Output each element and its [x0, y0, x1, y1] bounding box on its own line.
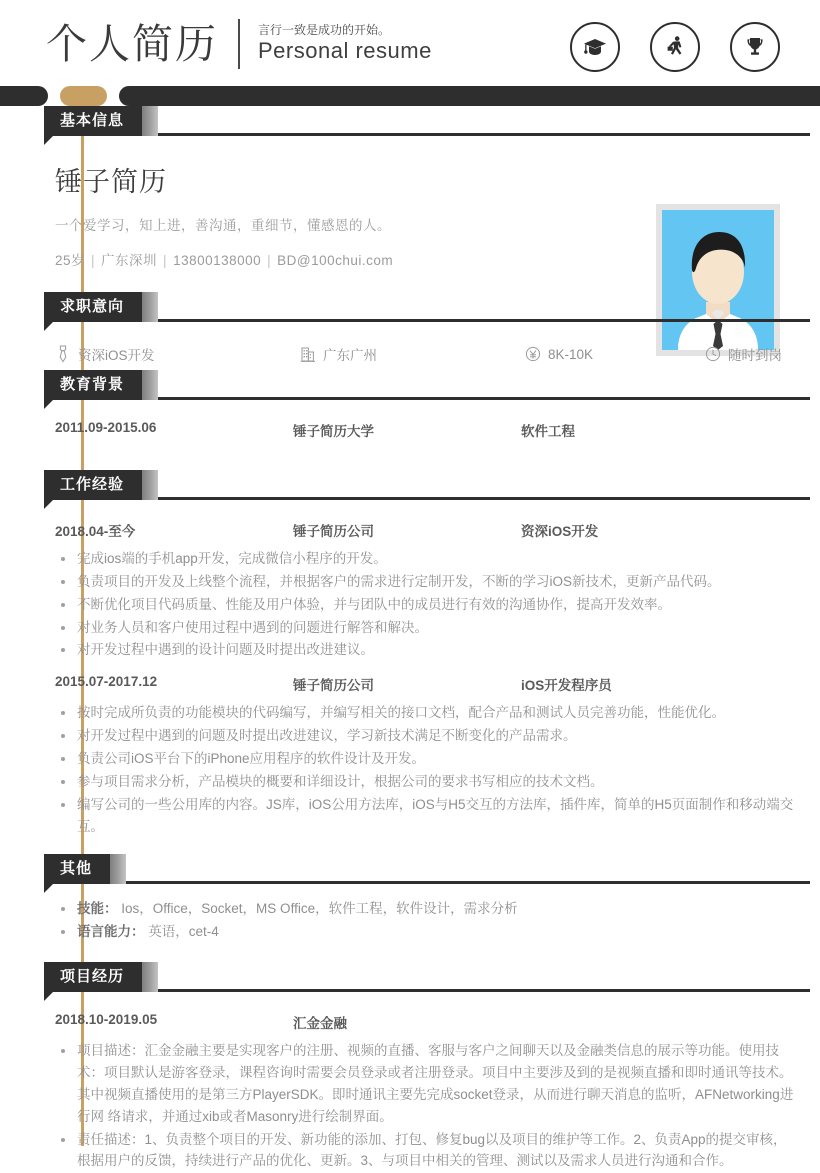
section-body-education [55, 400, 798, 470]
project-bullet-list [55, 1040, 798, 1172]
section-header-other [44, 854, 810, 884]
section-basic-info [0, 106, 820, 292]
intent-position [55, 344, 300, 364]
education-major: 软件工程 [521, 424, 575, 439]
bar-segment-right [119, 86, 820, 106]
clock-icon [705, 345, 721, 363]
section-rule [44, 497, 810, 500]
list-item: 完成ios端的手机app开发，完成微信小程序的开发。 [55, 548, 798, 570]
section-tab-basic [44, 106, 158, 136]
languages-value: 英语，cet-4 [148, 924, 219, 940]
list-item: 项目描述：汇金金融主要是实现客户的注册、视频的直播、客服与客户之间聊天以及金融类信息的展示等功能。使用技术：项目默认是游客登录，课程咨询时需要会员登录或者注册登录。项目中主要涉及到的是视频直播和即时通讯等技术。 其中视频直播使用的是第三方PlayerSDK。即时通讯主要先完成socket登录，从而进行聊天消息的监听，AFNetworking进行网 络请求，并通过xib或者Masonry进行绘制界面。 [55, 1040, 798, 1127]
section-tab-education [44, 370, 158, 400]
tab-end-block [142, 292, 158, 322]
project-period: 2018.10-2019.05 [55, 1012, 158, 1028]
page-header [0, 0, 820, 88]
meta-age: 25岁 [55, 253, 86, 268]
project-name: 汇金金融 [293, 1016, 347, 1032]
resume-content [0, 106, 820, 1173]
languages-label: 语言能力： [77, 924, 145, 940]
header-subtitle-block [258, 23, 448, 65]
section-tab-project [44, 962, 158, 992]
tab-notch [44, 322, 53, 331]
meta-email: BD@100chui.com [277, 253, 394, 268]
top-decorative-bar [0, 86, 820, 106]
intent-position-label: 资深iOS开发 [78, 348, 155, 363]
work-period: 2018.04-至今 [55, 524, 136, 539]
yen-circle-icon [525, 345, 541, 363]
section-work-experience [0, 470, 820, 854]
section-other [0, 854, 820, 962]
meta-phone: 13800138000 [173, 253, 262, 268]
intent-availability [705, 344, 782, 364]
tab-notch [44, 400, 53, 409]
meta-location: 广东深圳 [101, 253, 158, 268]
work-bullet-list [55, 702, 798, 837]
candidate-tagline: 一个爱学习，知上进，善沟通，重细节，懂感恩的人。 [55, 218, 391, 233]
header-icon-group [570, 22, 780, 72]
page-title: 个人简历 [46, 20, 218, 67]
section-tab-label: 其他 [60, 860, 93, 878]
section-tab-label: 基本信息 [60, 112, 125, 129]
work-bullet-list [55, 548, 798, 661]
header-title-block [46, 13, 448, 75]
title-divider [238, 19, 240, 69]
section-rule [44, 397, 810, 400]
work-company: 锤子简历公司 [293, 524, 374, 539]
education-school: 锤子简历大学 [293, 424, 374, 439]
other-list [55, 898, 798, 943]
tab-notch [44, 884, 53, 893]
section-tab-label: 项目经历 [60, 968, 125, 986]
section-tab-label: 工作经验 [60, 476, 125, 493]
list-item: 负责公司iOS平台下的iPhone应用程序的软件设计及开发。 [55, 748, 798, 770]
intent-salary-label: 8K-10K [548, 346, 594, 362]
walking-businessman-icon [650, 22, 700, 72]
education-period: 2011.09-2015.06 [55, 420, 157, 435]
tab-notch [44, 992, 53, 1001]
section-body-project [55, 992, 798, 1172]
skills-label: 技能： [77, 901, 118, 917]
section-header-basic [44, 106, 810, 136]
meta-separator: | [163, 253, 168, 268]
work-role: iOS开发程序员 [521, 678, 612, 694]
section-rule [44, 319, 810, 322]
section-tab-intent [44, 292, 158, 322]
header-subtitle-cn: 言行一致是成功的开始。 [258, 23, 391, 38]
work-period: 2015.07-2017.12 [55, 674, 158, 690]
section-header-intent [44, 292, 810, 322]
section-header-project [44, 962, 810, 992]
intent-location [300, 344, 525, 364]
list-item: 编写公司的一些公用库的内容。JS库，iOS公用方法库，iOS与H5交互的方法库，插件库，简单的H5页面制作和移动端交互。 [55, 794, 798, 838]
section-tab-other [44, 854, 126, 884]
section-tab-label: 教育背景 [60, 376, 125, 393]
project-entry-header [55, 1000, 798, 1034]
section-header-work [44, 470, 810, 500]
intent-availability-label: 随时到岗 [728, 348, 782, 363]
tab-end-block [142, 470, 158, 500]
meta-separator: | [91, 253, 96, 268]
meta-separator: | [267, 253, 272, 268]
section-tab-work [44, 470, 158, 500]
section-job-intent [0, 292, 820, 370]
trophy-icon [730, 22, 780, 72]
list-item: 负责项目的开发及上线整个流程，并根据客户的需求进行定制开发，不断的学习iOS新技术，更新产品代码。 [55, 571, 798, 593]
bar-segment-left [0, 86, 48, 106]
tab-end-block [142, 962, 158, 992]
intent-salary [525, 344, 705, 364]
list-item-skills [55, 898, 798, 920]
list-item: 不断优化项目代码质量、性能及用户体验，并与团队中的成员进行有效的沟通协作，提高开发效率。 [55, 594, 798, 616]
section-rule [44, 133, 810, 136]
work-role: 资深iOS开发 [521, 524, 599, 539]
graduation-cap-icon [570, 22, 620, 72]
intent-row [55, 330, 798, 370]
tab-end-block [110, 854, 126, 884]
section-header-education [44, 370, 810, 400]
section-rule [44, 989, 810, 992]
skills-value: Ios，Office，Socket，MS Office，软件工程，软件设计，需求分析 [121, 901, 518, 917]
tab-notch [44, 500, 53, 509]
list-item: 按时完成所负责的功能模块的代码编写，并编写相关的接口文档，配合产品和测试人员完善功能，性能优化。 [55, 702, 798, 724]
list-item: 对业务人员和客户使用过程中遇到的问题进行解答和解决。 [55, 617, 798, 639]
section-project [0, 962, 820, 1172]
tab-end-block [142, 106, 158, 136]
section-body-other [55, 884, 798, 962]
section-tab-label: 求职意向 [60, 298, 125, 315]
list-item: 对开发过程中遇到的问题及时提出改进建议，学习新技术满足不断变化的产品需求。 [55, 725, 798, 747]
section-body-work [55, 500, 798, 854]
building-icon [300, 345, 316, 363]
header-subtitle-en: Personal resume [258, 38, 432, 64]
education-entry [55, 408, 798, 442]
list-item: 责任描述：1、负责整个项目的开发、新功能的添加、打包、修复bug以及项目的维护等工作。2、负责App的提交审核，根据用户的反馈，持续进行产品的优化、更新。3、与项目中相关的管理、测试以及需求人员进行沟通和合作。 [55, 1129, 798, 1173]
list-item: 对开发过程中遇到的设计问题及时提出改进建议。 [55, 639, 798, 661]
section-body-intent [55, 322, 798, 370]
list-item-languages [55, 921, 798, 943]
work-entry-header [55, 662, 798, 696]
tab-end-block [142, 370, 158, 400]
work-company: 锤子简历公司 [293, 678, 374, 694]
work-entry-header [55, 508, 798, 542]
section-body-basic [55, 136, 798, 292]
tab-notch [44, 136, 53, 145]
list-item: 参与项目需求分析，产品模块的概要和详细设计，根据公司的要求书写相应的技术文档。 [55, 771, 798, 793]
intent-location-label: 广东广州 [323, 348, 377, 363]
candidate-name: 锤子简历 [55, 167, 167, 197]
section-education [0, 370, 820, 470]
necktie-icon [55, 345, 71, 363]
section-rule [44, 881, 810, 884]
